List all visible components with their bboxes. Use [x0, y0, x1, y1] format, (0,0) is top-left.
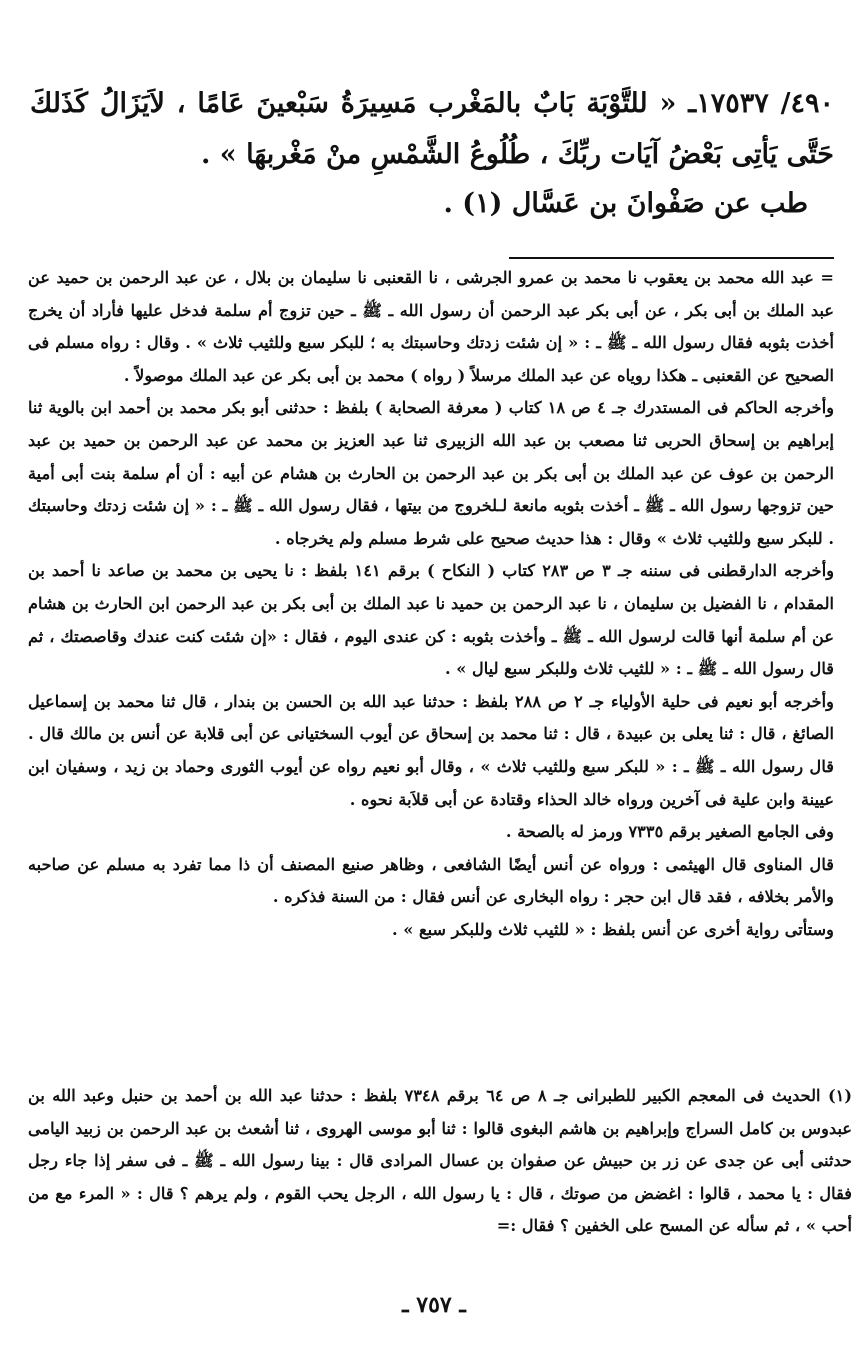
footnote-divider [509, 257, 834, 259]
commentary-notes [28, 262, 834, 946]
note-paragraph: وأخرجه الحاكم فى المستدرك جـ ٤ ص ١٨ كتاب ( معرفة الصحابة ) بلفظ : حدثنى أبو بكر محمد بن أحمد ابن بالوية ثنا إبراهيم بن إسحاق الحربى ثنا مصعب بن عبد الله الزبيرى ثنا عبد العزيز بن محمد عن عبد الرحمن بن حميد بن عبد الرحمن بن عوف عن عبد الملك بن أبى بكر بن عبد الرحمن بن الحارث بن هشام عن أبيه : أن أم سلمة بنت أبى أمية حين تزوجها رسول الله ـ ﷺ ـ أخذت بثوبه مانعة لـلخروج من بيتها ، فقال رسول الله ـ ﷺ ـ : « إن شئت زدتك وحاسبتك . للبكر سبع وللثيب ثلاث » وقال : هذا حديث صحيح على شرط مسلم ولم يخرجاه . [28, 398, 835, 548]
footnote-number: (١) [827, 1086, 853, 1105]
note-paragraph: قال المناوى قال الهيثمى : ورواه عن أنس أيضًا الشافعى ، وظاهر صنيع المصنف أن ذا مما تفرد به مسلم عن صاحبه والأمر بخلافه ، فقد قال ابن حجر : رواه البخارى عن أنس فقال : من السنة فذكره . [28, 854, 834, 907]
hadith-source: طب عن صَفْوانَ بن عَسَّال (١) . [443, 188, 808, 219]
note-paragraph: وستأتى رواية أخرى عن أنس بلفظ : « للثيب ثلاث وللبكر سبع » . [391, 919, 834, 939]
note-paragraph: وأخرجه أبو نعيم فى حلية الأولياء جـ ٢ ص ٢٨٨ بلفظ : حدثنا عبد الله بن الحسن بن بندار ، قال ثنا محمد بن إسماعيل الصائغ ، قال : ثنا يعلى بن عبيدة ، قال : ثنا محمد بن إسحاق عن أيوب السختيانى عن أبى قلابة عن أنس بن مالك قال . قال رسول الله ـ ﷺ ـ : « للبكر سبع وللثيب ثلاث » ، وقال أبو نعيم رواه عن أيوب الثورى وحماد بن زيد ، وسفيان ابن عيينة وابن علية فى آخرين ورواه خالد الحذاء وقتادة عن أبى قلاَبة نحوه . [28, 691, 834, 809]
note-paragraph: وفى الجامع الصغير برقم ٧٣٣٥ ورمز له بالصحة . [505, 822, 834, 842]
footnote-text: الحديث فى المعجم الكبير للطبرانى جـ ٨ ص ٦٤ برقم ٧٣٤٨ بلفظ : حدثنا عبد الله بن أحمد بن حنبل وعبد الله بن عبدوس بن كامل السراج وإبراهيم بن هاشم البغوى قالوا : ثنا أبو موسى الهروى ، ثنا أشعث بن عبد الرحمن بن زبيد اليامى حدثنى أبى عن جدى عن زر بن حبيش عن صفوان بن عسال المرادى قال : بينا رسول الله ـ ﷺ ـ فى سفر إذا جاء رجل فقال : يا محمد ، قالوا : اغضض من صوتك ، قال : يا رسول الله ، الرجل يحب القوم ، ولم يرهم ؟ قال : « المرء مع من أحب » ، ثم سأله عن المسح على الخفين ؟ فقال := [28, 1086, 852, 1236]
footnote [28, 1080, 852, 1243]
note-paragraph: = عبد الله محمد بن يعقوب نا محمد بن عمرو الجرشى ، نا القعنبى نا سليمان بن بلال ، عن عبد الرحمن بن حميد عن عبد الملك بن أبى بكر ، عن أبى بكر عبد الرحمن أن رسول الله ـ ﷺ ـ حين تزوج أم سلمة فدخل عليها فأراد أن يخرج أخذت بثوبه فقال رسول الله ـ ﷺ ـ : « إن شئت زدتك وحاسبتك به ؛ للبكر سبع وللثيب ثلاث » . وقال : رواه مسلم فى الصحيح عن القعنبى ـ هكذا روياه عن عبد الملك مرسلاً ( رواه ) محمد بن أبى بكر عن عبد الملك موصولاً . [28, 268, 834, 385]
note-paragraph: وأخرجه الدارقطنى فى سننه جـ ٣ ص ٢٨٣ كتاب ( النكاح ) برقم ١٤١ بلفظ : نا يحيى بن محمد بن صاعد نا أحمد بن المقدام ، نا الفضيل بن سليمان ، نا عبد الرحمن بن حميد نا عبد الملك بن أبى بكر بن عبد الرحمن ابن الحارث بن هشام عن أم سلمة أنها قالت لرسول الله ـ ﷺ ـ وأخذت بثوبه : كن عندى اليوم ، فقال : «إن شئت كنت عندك وقاصصتك ، ثم قال رسول الله ـ ﷺ ـ : « للثيب ثلاث وللبكر سبع ليال » . [28, 561, 835, 679]
page-number: ـ ٧٥٧ ـ [402, 1292, 466, 1318]
hadith-text: ٤٩٠/ ١٧٥٣٧ـ « للتَّوْبَة بَابٌ بالمَغْرب مَسِيرَةُ سَبْعينَ عَامًا ، لاَيَزَالُ كَذَلكَ حَتَّى يَأتِى بَعْضُ آيَات ربِّكَ ، طُلُوعُ الشَّمْسِ منْ مَغْربهَا » . [30, 88, 834, 170]
